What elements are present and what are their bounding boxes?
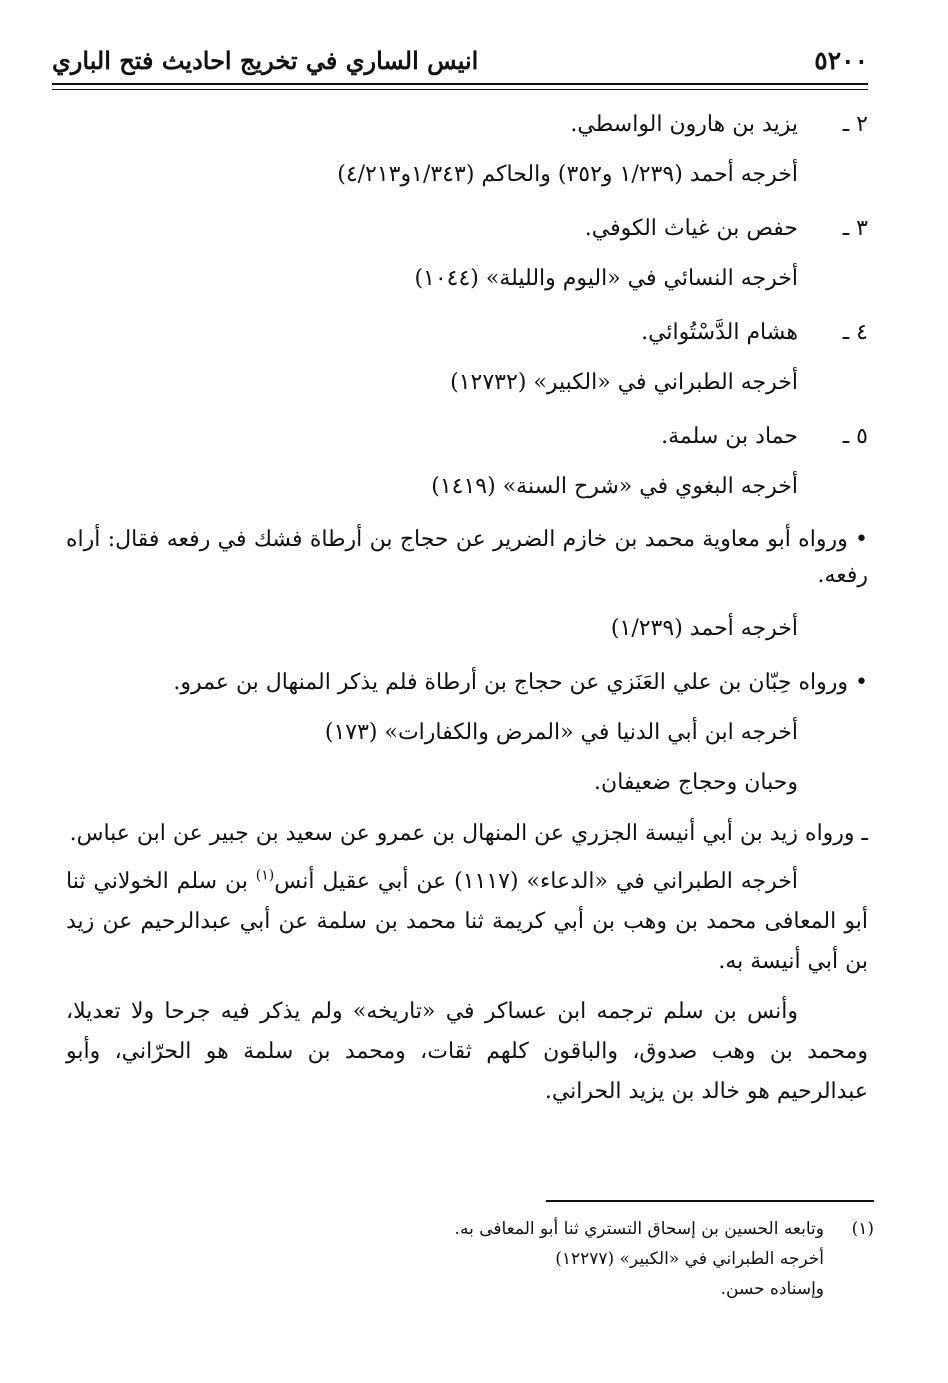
item-number: ٢ ـ [842, 112, 868, 137]
paragraph-abu-muawiya: • ورواه أبو معاوية محمد بن خازم الضرير عن حجاج بن أرطاة فشك في رفعه فقال: أراه رفعه. [66, 527, 868, 588]
footnote-line: وإسناده حسن. [720, 1279, 824, 1299]
footnote-separator [546, 1200, 874, 1202]
source-citation: أخرجه النسائي في «اليوم والليلة» (١٠٤٤) [414, 266, 798, 291]
running-head [52, 40, 868, 80]
narrator-name: حفص بن غياث الكوفي. [584, 216, 798, 241]
item-number: ٣ ـ [842, 216, 868, 241]
narrator-item-5 [66, 412, 868, 462]
paragraph-tabarani [66, 862, 868, 982]
paragraph-hibban: • ورواه حِبّان بن علي العَنَزي عن حجاج بن أرطاة فلم يذكر المنهال بن عمرو. [173, 670, 868, 695]
source-citation: أخرجه أحمد (١/٢٣٩) [610, 616, 798, 641]
header-rule-thin [52, 89, 868, 90]
narrator-item-2 [66, 100, 868, 150]
footnote-line: وتابعه الحسين بن إسحاق التستري ثنا أبو المعافى به. [454, 1219, 824, 1239]
paragraph-tabarani-end: بن سلم الخولاني ثنا أبو المعافى محمد بن وهب بن أبي كريمة ثنا محمد بن سلمة عن أبي عبدالرحيم عن زيد بن أبي أنيسة به. [66, 869, 868, 974]
narrator-item-3 [66, 204, 868, 254]
footnote-mark: (١) [851, 1219, 874, 1239]
narrator-name: يزيد بن هارون الواسطي. [570, 112, 798, 137]
main-text [66, 100, 868, 1112]
header-rule-thick [52, 83, 868, 85]
paragraph-tabarani-start: أخرجه الطبراني في «الدعاء» (١١١٧) عن أبي عقيل أنس [274, 869, 799, 894]
source-citation: أخرجه البغوي في «شرح السنة» (١٤١٩) [431, 474, 798, 499]
item-number: ٤ ـ [842, 320, 868, 345]
item-number: ٥ ـ [842, 424, 868, 449]
source-citation: أخرجه أحمد (١/٢٣٩ و٣٥٢) والحاكم (١/٣٤٣و٤/٢١٣) [337, 162, 798, 187]
narrator-name: حماد بن سلمة. [661, 424, 798, 449]
source-citation: أخرجه ابن أبي الدنيا في «المرض والكفارات» (١٧٣) [324, 720, 798, 745]
book-title: انيس الساري في تخريج احاديث فتح الباري [52, 45, 479, 75]
footnote-line: أخرجه الطبراني في «الكبير» (١٢٢٧٧) [555, 1249, 824, 1269]
footnote-1 [100, 1214, 874, 1244]
footnotes [100, 1214, 874, 1304]
paragraph-zayd: ـ ورواه زيد بن أبي أنيسة الجزري عن المنهال بن عمرو عن سعيد بن جبير عن ابن عباس. [69, 821, 868, 846]
source-citation: أخرجه الطبراني في «الكبير» (١٢٧٣٢) [450, 370, 798, 395]
narrator-name: هشام الدَّسْتُوائي. [641, 320, 798, 345]
footnote-reference[interactable]: (١) [255, 867, 275, 884]
narrator-item-4 [66, 308, 868, 358]
grading-note: وحبان وحجاج ضعيفان. [594, 770, 798, 795]
paragraph-anas-evaluation: وأنس بن سلم ترجمه ابن عساكر في «تاريخه» ولم يذكر فيه جرحا ولا تعديلا، ومحمد بن وهب صدوق، والباقون كلهم ثقات، ومحمد بن سلمة هو الحرّاني، وأبو عبدالرحيم هو خالد بن يزيد الحراني. [66, 999, 868, 1104]
page-number: ٥٢٠٠ [814, 45, 868, 75]
